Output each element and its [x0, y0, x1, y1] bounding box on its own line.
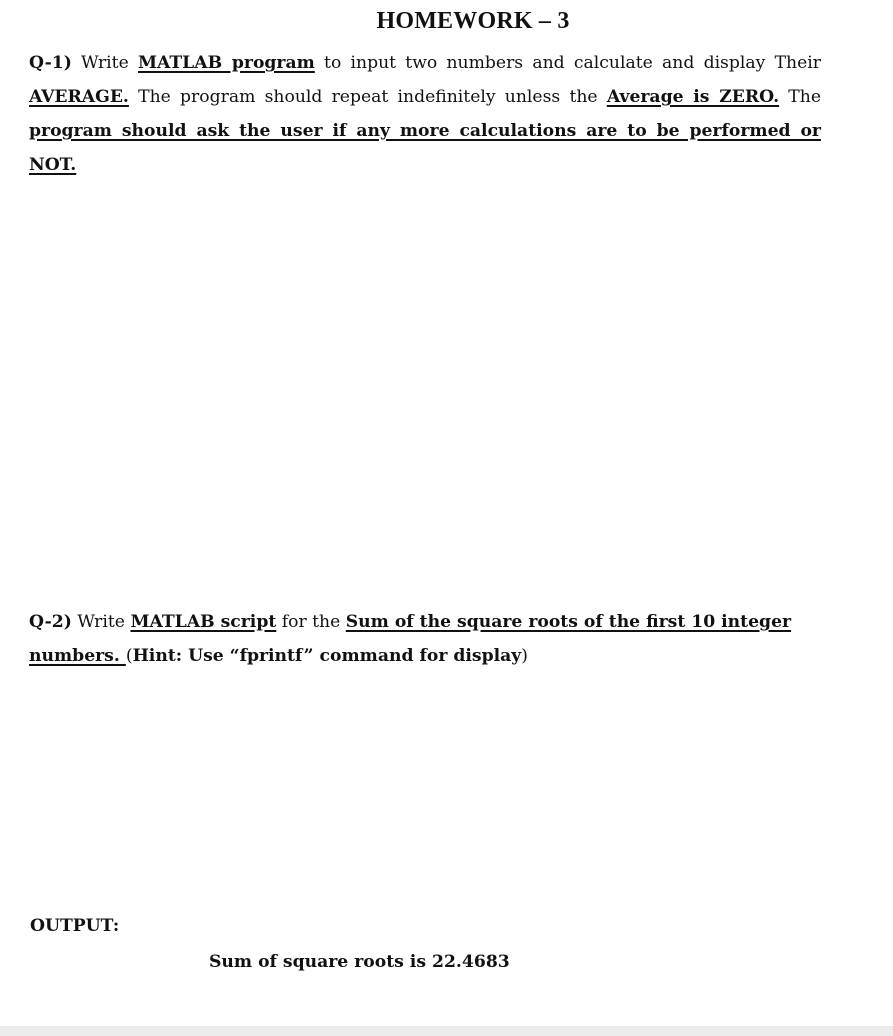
question-1-emphasis: AVERAGE. [29, 87, 129, 107]
question-2-text: Write [71, 612, 131, 632]
output-value: Sum of square roots is 22.4683 [209, 952, 510, 972]
question-1-emphasis: MATLAB program [137, 53, 315, 73]
question-1-emphasis: program should ask the user if any more calculations are to be performed or NOT. [29, 121, 821, 175]
page-title: HOMEWORK – 3 [376, 8, 570, 34]
question-2-emphasis: MATLAB script [130, 612, 277, 632]
question-2-emphasis: Sum of the square roots of the first 10 integer numbers. [29, 612, 792, 666]
bottom-scroll-bar [0, 1026, 893, 1036]
question-1-text: The program should repeat indefinitely unless the [128, 87, 607, 107]
question-1-label: Q-1) [29, 53, 72, 73]
question-2-text: for the [276, 612, 346, 632]
question-1-text: Write [71, 53, 138, 73]
question-2-hint: Hint: Use “fprintf” command for display [132, 646, 522, 666]
question-2-label: Q-2) [29, 612, 72, 632]
question-2 [29, 605, 821, 673]
question-1-emphasis: Average is ZERO. [606, 87, 780, 107]
question-1-text: to input two numbers and calculate and display Their [314, 53, 821, 73]
question-2-text: ( [125, 646, 133, 666]
output-label: OUTPUT: [30, 916, 120, 936]
question-2-text: ) [521, 646, 528, 666]
question-1 [29, 46, 821, 182]
question-1-text: The [779, 87, 821, 107]
